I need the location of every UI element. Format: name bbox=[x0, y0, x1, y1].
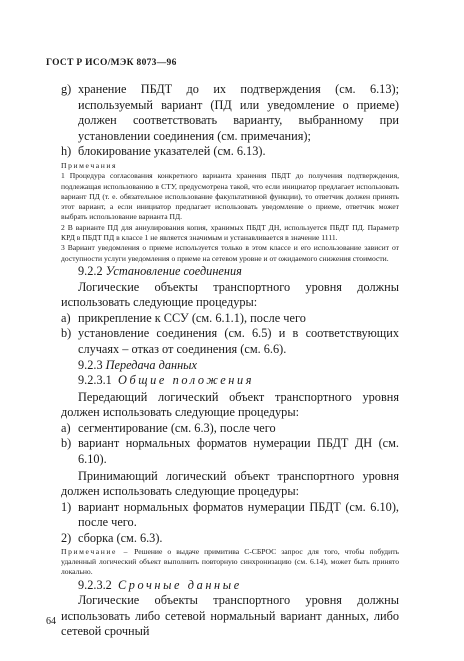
list-item-text: прикрепление к ССУ (см. 6.1.1), после чего bbox=[78, 310, 306, 325]
list-marker: g) bbox=[61, 82, 72, 96]
list-item-text: сегментирование (см. 6.3), после чего bbox=[78, 420, 276, 435]
list-item-text: вариант нормальных форматов нумерации ПБДТ ДН (см. 6.10). bbox=[78, 436, 399, 467]
note-text: Решение о выдаче примитива С-СБРОС запрос для того, чтобы побудить удаленный логический объект выполнить повторную синхронизацию (см. 6.14), может быть принято локально. bbox=[61, 546, 399, 577]
note-1: 1 Процедура согласования конкретного варианта хранения ПБДТ до получения подтверждения, подлежащая использованию в СТУ, предусмотрена такой, что если инициатор предлагает использовать вариант ПД (т. е. обязательное использование факультативной функции), то ответчик должен принять этот вариант, а если инициатор предлагает использовать уведомление о приеме, ответчик может выбрать использование варианта ПД. bbox=[61, 171, 399, 222]
paragraph-sender: Передающий логический объект транспортного уровня должен использовать следующие процедуры: bbox=[61, 389, 399, 420]
note-2: 2 В варианте ПД для аннулирования копия, хранимых ПБДТ ДН, используется ПБДТ ПД. Параметр КРД в ПБДТ ПД в классе 1 не является значимым и устанавливается в значение 1111. bbox=[61, 222, 399, 243]
page-content bbox=[61, 82, 399, 640]
list-marker: a) bbox=[61, 310, 71, 325]
list-marker: a) bbox=[61, 420, 71, 435]
list-marker: h) bbox=[61, 144, 72, 159]
list-item-text: вариант нормальных форматов нумерации ПБДТ (см. 6.10), после чего. bbox=[78, 499, 399, 530]
list-item-text: сборка (см. 6.3). bbox=[78, 531, 163, 546]
paragraph-9-2-2: Логические объекты транспортного уровня должны использовать следующие процедуры: bbox=[61, 279, 399, 310]
paragraph-9-2-3-2: Логические объекты транспортного уровня должны использовать либо сетевой нормальный вариант данных, либо сетевой срочный bbox=[61, 593, 399, 639]
list-item-text: хранение ПБДТ до их подтверждения (см. 6.13); используемый вариант (ПД или уведомление о приеме) должен соответствовать варианту, выбранному при установлении соединения (см. примечания); bbox=[78, 82, 399, 143]
list-item-h bbox=[61, 144, 399, 160]
list-item bbox=[61, 436, 399, 467]
section-number: 9.2.2 bbox=[78, 263, 103, 278]
running-header: ГОСТ Р ИСО/МЭК 8073—96 bbox=[46, 58, 177, 68]
section-number: 9.2.3.2 bbox=[78, 577, 112, 592]
section-number: 9.2.3.1 bbox=[78, 373, 112, 388]
note-resync bbox=[61, 547, 399, 578]
list-item bbox=[61, 326, 399, 357]
section-title: Общие положения bbox=[117, 373, 255, 388]
section-heading-9-2-2 bbox=[61, 264, 399, 280]
paragraph-receiver: Принимающий логический объект транспортного уровня должен использовать следующие процедуры: bbox=[61, 468, 399, 499]
list-marker: b) bbox=[61, 326, 72, 341]
list-marker: 2) bbox=[61, 531, 72, 546]
list-item-text: блокирование указателей (см. 6.13). bbox=[78, 144, 266, 159]
list-item-g bbox=[61, 82, 399, 144]
list-item-text: установление соединения (см. 6.5) и в соответствующих случаях – отказ от соединения (см. 6.6). bbox=[78, 326, 399, 356]
section-title: Установление соединения bbox=[105, 263, 242, 278]
notes-title: Примечания bbox=[61, 160, 118, 170]
list-item bbox=[61, 500, 399, 531]
list-item bbox=[61, 311, 399, 327]
list-item bbox=[61, 531, 399, 547]
section-heading-9-2-3-2 bbox=[61, 578, 399, 594]
section-title: Срочные данные bbox=[117, 577, 242, 592]
section-heading-9-2-3-1 bbox=[61, 373, 399, 389]
note-label: Примечание – bbox=[61, 546, 130, 556]
section-title: Передача данных bbox=[105, 357, 197, 372]
list-marker: b) bbox=[61, 436, 72, 451]
section-heading-9-2-3 bbox=[61, 358, 399, 374]
list-item bbox=[61, 421, 399, 437]
page-number: 64 bbox=[46, 616, 56, 627]
section-number: 9.2.3 bbox=[78, 357, 103, 372]
list-marker: 1) bbox=[61, 499, 72, 514]
note-3: 3 Вариант уведомления о приеме используется только в этом классе и его использование зависит от доступности услуги уведомления о приеме на сетевом уровне и от ожидаемого снижения стоимости. bbox=[61, 243, 399, 263]
